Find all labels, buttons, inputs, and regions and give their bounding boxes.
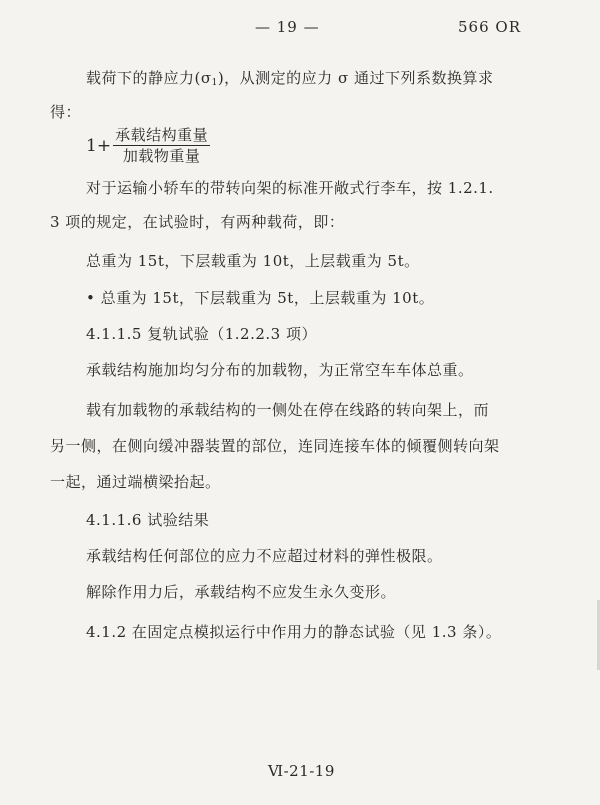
- paragraph-4-line-1: 载有加载物的承载结构的一侧处在停在线路的转向架上，而: [86, 401, 490, 419]
- paragraph-2-line-1: 对于运输小轿车的带转向架的标准开敞式行李车，按 1.2.1.: [86, 179, 494, 197]
- paragraph-6: 解除作用力后，承载结构不应发生永久变形。: [86, 583, 397, 601]
- section-heading-4116: 4.1.1.6 试验结果: [86, 511, 210, 529]
- page-footer-code: Ⅵ-21-19: [268, 762, 335, 780]
- paragraph-1-line-1: [86, 68, 493, 93]
- sigma-subscript: 1: [211, 78, 218, 88]
- paragraph-1-line-2: 得：: [50, 103, 82, 121]
- section-heading-4115: 4.1.1.5 复轨试验（1.2.2.3 项）: [86, 325, 317, 343]
- formula-fraction: [113, 126, 210, 165]
- load-case-1: 总重为 15t，下层载重为 10t，上层载重为 5t。: [86, 252, 420, 270]
- formula-denominator: 加载物重量: [122, 147, 201, 165]
- paragraph-5: 承载结构任何部位的应力不应超过材料的弹性极限。: [86, 547, 443, 565]
- paragraph-3: 承载结构施加均匀分布的加载物，为正常空车车体总重。: [86, 361, 474, 379]
- paragraph-4-line-2: 另一侧，在侧向缓冲器装置的部位，连同连接车体的倾覆侧转向架: [50, 437, 500, 455]
- conversion-formula: [86, 126, 210, 165]
- paragraph-2-line-2: 3 项的规定，在试验时，有两种载荷，即：: [50, 213, 345, 231]
- section-heading-412: 4.1.2 在固定点模拟运行中作用力的静态试验（见 1.3 条）。: [86, 623, 502, 641]
- para1-text-post: )，从测定的应力 σ 通过下列系数换算求: [217, 69, 494, 87]
- load-case-2: • 总重为 15t，下层载重为 5t，上层载重为 10t。: [86, 289, 435, 307]
- formula-numerator: 承载结构重量: [115, 126, 209, 144]
- formula-prefix: 1+: [86, 135, 112, 156]
- page-number-header: — 19 —: [255, 18, 320, 36]
- para1-text-pre: 载荷下的静应力(σ: [86, 69, 212, 87]
- paragraph-4-line-3: 一起，通过端横梁抬起。: [50, 473, 221, 491]
- document-code-header: 566 OR: [458, 18, 521, 36]
